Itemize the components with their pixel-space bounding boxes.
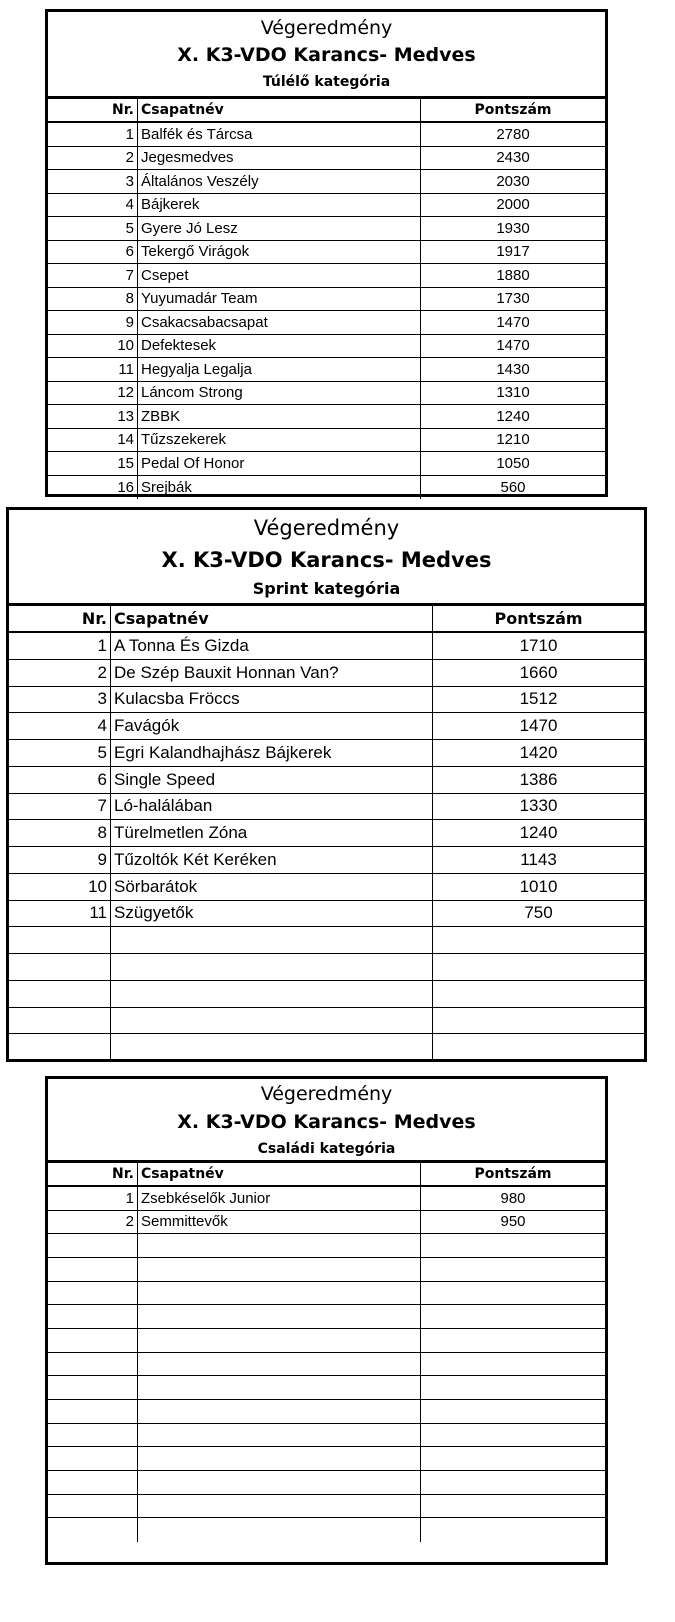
rank-cell xyxy=(48,1495,138,1518)
table-row xyxy=(48,123,605,147)
score-cell xyxy=(421,1447,605,1470)
rank-cell: 3 xyxy=(9,687,111,713)
column-header-nr: Nr. xyxy=(9,606,111,631)
table-body xyxy=(48,1187,605,1542)
team-name-cell: Türelmetlen Zóna xyxy=(111,820,433,846)
team-name-cell: Sörbarátok xyxy=(111,874,433,900)
score-cell: 1930 xyxy=(496,219,530,237)
team-name-cell xyxy=(138,1376,421,1399)
score-cell xyxy=(421,1495,605,1518)
result-title: Végeredmény xyxy=(260,17,393,39)
score-cell: 1710 xyxy=(519,635,558,655)
rank-cell: 2 xyxy=(9,660,111,686)
score-cell xyxy=(421,1353,605,1376)
score-cell xyxy=(433,954,644,980)
team-name-cell xyxy=(138,1495,421,1518)
table-row xyxy=(48,452,605,476)
table-row xyxy=(9,794,644,821)
rank-cell: 5 xyxy=(48,217,138,240)
score-cell: 1420 xyxy=(519,742,558,762)
rank-cell: 6 xyxy=(48,241,138,264)
table-row xyxy=(48,194,605,218)
rank-cell: 2 xyxy=(48,147,138,170)
table-row xyxy=(48,1471,605,1495)
table-row xyxy=(9,660,644,687)
event-title: X. K3-VDO Karancs- Medves xyxy=(161,548,492,572)
team-name-cell xyxy=(138,1329,421,1352)
score-cell: 1470 xyxy=(496,313,530,331)
table-row xyxy=(48,1258,605,1282)
column-header-row xyxy=(48,1163,605,1187)
team-name-cell: Hegyalja Legalja xyxy=(138,358,421,381)
score-cell xyxy=(421,1424,605,1447)
rank-cell: 13 xyxy=(48,405,138,428)
table-row xyxy=(9,981,644,1008)
rank-cell xyxy=(48,1353,138,1376)
score-cell: 1470 xyxy=(496,337,530,355)
result-title: Végeredmény xyxy=(253,516,400,540)
rank-cell: 9 xyxy=(48,311,138,334)
rank-cell xyxy=(9,927,111,953)
rank-cell: 15 xyxy=(48,452,138,475)
table-row xyxy=(9,767,644,794)
rank-cell xyxy=(48,1305,138,1328)
team-name-cell: Kulacsba Fröccs xyxy=(111,687,433,713)
table-row xyxy=(48,147,605,171)
score-cell: 1143 xyxy=(520,849,557,869)
table-row xyxy=(48,1495,605,1519)
score-cell: 2030 xyxy=(496,172,530,190)
column-header-name: Csapatnév xyxy=(138,1163,421,1185)
score-cell: 1010 xyxy=(519,876,558,896)
score-cell xyxy=(433,981,644,1007)
rank-cell xyxy=(48,1329,138,1352)
score-cell xyxy=(421,1234,605,1257)
rank-cell xyxy=(9,1034,111,1061)
score-cell: 560 xyxy=(500,478,526,496)
table-row xyxy=(9,927,644,954)
column-header-points: Pontszám xyxy=(474,1166,552,1182)
results-table-csaladi xyxy=(45,1076,608,1565)
team-name-cell: Gyere Jó Lesz xyxy=(138,217,421,240)
team-name-cell: Általános Veszély xyxy=(138,170,421,193)
table-row xyxy=(48,311,605,335)
rank-cell: 1 xyxy=(9,633,111,659)
team-name-cell: Jegesmedves xyxy=(138,147,421,170)
rank-cell xyxy=(48,1282,138,1305)
result-title: Végeredmény xyxy=(260,1083,393,1105)
rank-cell xyxy=(48,1234,138,1257)
column-header-row xyxy=(9,606,644,633)
score-cell: 1470 xyxy=(519,716,558,736)
table-row xyxy=(48,264,605,288)
results-table-sprint xyxy=(6,507,647,1062)
table-row xyxy=(48,1424,605,1448)
rank-cell: 7 xyxy=(48,264,138,287)
rank-cell: 5 xyxy=(9,740,111,766)
rank-cell xyxy=(48,1376,138,1399)
column-header-name: Csapatnév xyxy=(111,606,433,631)
team-name-cell: Csakacsabacsapat xyxy=(138,311,421,334)
column-header-row xyxy=(48,99,605,123)
team-name-cell: Single Speed xyxy=(111,767,433,793)
rank-cell: 16 xyxy=(48,476,138,500)
table-row xyxy=(9,633,644,660)
table-row xyxy=(48,382,605,406)
rank-cell: 8 xyxy=(48,288,138,311)
team-name-cell: Egri Kalandhajhász Bájkerek xyxy=(111,740,433,766)
rank-cell: 8 xyxy=(9,820,111,846)
team-name-cell xyxy=(138,1353,421,1376)
table-row xyxy=(48,1282,605,1306)
score-cell: 980 xyxy=(500,1189,526,1207)
table-row xyxy=(9,740,644,767)
team-name-cell: Zsebkéselők Junior xyxy=(138,1187,421,1210)
team-name-cell xyxy=(138,1471,421,1494)
table-row xyxy=(9,1034,644,1061)
team-name-cell xyxy=(138,1282,421,1305)
column-header-nr: Nr. xyxy=(48,1163,138,1185)
team-name-cell: Ló-halálában xyxy=(111,794,433,820)
team-name-cell: Szügyetők xyxy=(111,901,433,927)
column-header-points: Pontszám xyxy=(474,102,552,118)
table-row xyxy=(48,1329,605,1353)
score-cell xyxy=(421,1376,605,1399)
table-row xyxy=(9,954,644,981)
table-row xyxy=(9,713,644,740)
team-name-cell: Balfék és Tárcsa xyxy=(138,123,421,146)
rank-cell: 10 xyxy=(9,874,111,900)
table-row xyxy=(48,1447,605,1471)
table-row xyxy=(48,429,605,453)
score-cell xyxy=(421,1400,605,1423)
score-cell xyxy=(421,1258,605,1281)
team-name-cell xyxy=(138,1518,421,1542)
score-cell: 1430 xyxy=(496,360,530,378)
table-row xyxy=(48,1305,605,1329)
table-header xyxy=(48,12,605,99)
score-cell xyxy=(421,1329,605,1352)
column-header-points: Pontszám xyxy=(494,609,583,628)
rank-cell: 6 xyxy=(9,767,111,793)
team-name-cell: Tűzszekerek xyxy=(138,429,421,452)
score-cell xyxy=(421,1471,605,1494)
rank-cell xyxy=(48,1447,138,1470)
table-body xyxy=(48,123,605,499)
team-name-cell: De Szép Bauxit Honnan Van? xyxy=(111,660,433,686)
rank-cell xyxy=(9,981,111,1007)
table-row xyxy=(48,241,605,265)
table-row xyxy=(48,1353,605,1377)
team-name-cell xyxy=(111,981,433,1007)
score-cell: 1240 xyxy=(496,407,530,425)
rank-cell xyxy=(9,954,111,980)
rank-cell: 9 xyxy=(9,847,111,873)
table-header xyxy=(48,1079,605,1163)
rank-cell xyxy=(9,1008,111,1034)
team-name-cell xyxy=(138,1424,421,1447)
table-row xyxy=(48,1211,605,1235)
team-name-cell: Srejbák xyxy=(138,476,421,500)
score-cell: 1512 xyxy=(519,689,558,709)
table-row xyxy=(48,217,605,241)
team-name-cell xyxy=(111,1034,433,1061)
team-name-cell: Tűzoltók Két Keréken xyxy=(111,847,433,873)
table-row xyxy=(48,288,605,312)
table-row xyxy=(48,1376,605,1400)
team-name-cell: A Tonna És Gizda xyxy=(111,633,433,659)
table-row xyxy=(48,335,605,359)
score-cell: 1917 xyxy=(496,243,530,261)
team-name-cell xyxy=(138,1400,421,1423)
team-name-cell: Csepet xyxy=(138,264,421,287)
team-name-cell: Bájkerek xyxy=(138,194,421,217)
score-cell: 1880 xyxy=(496,266,530,284)
score-cell: 1386 xyxy=(519,769,558,789)
table-row xyxy=(48,405,605,429)
score-cell: 1730 xyxy=(496,290,530,308)
rank-cell: 1 xyxy=(48,1187,138,1210)
rank-cell xyxy=(48,1471,138,1494)
category-title: Sprint kategória xyxy=(252,579,401,598)
team-name-cell xyxy=(111,1008,433,1034)
team-name-cell xyxy=(111,927,433,953)
rank-cell: 1 xyxy=(48,123,138,146)
table-row xyxy=(9,901,644,928)
team-name-cell xyxy=(111,954,433,980)
table-row xyxy=(48,1187,605,1211)
rank-cell: 2 xyxy=(48,1211,138,1234)
score-cell: 2430 xyxy=(496,149,530,167)
team-name-cell: Yuyumadár Team xyxy=(138,288,421,311)
score-cell: 950 xyxy=(500,1213,526,1231)
score-cell xyxy=(421,1518,605,1542)
team-name-cell xyxy=(138,1258,421,1281)
score-cell xyxy=(433,1008,644,1034)
rank-cell: 3 xyxy=(48,170,138,193)
score-cell: 1210 xyxy=(496,431,530,449)
rank-cell: 4 xyxy=(48,194,138,217)
table-row xyxy=(48,1400,605,1424)
table-row xyxy=(48,170,605,194)
team-name-cell: ZBBK xyxy=(138,405,421,428)
score-cell: 750 xyxy=(524,903,553,923)
rank-cell: 4 xyxy=(9,713,111,739)
category-title: Túlélő kategória xyxy=(262,74,391,90)
team-name-cell: Defektesek xyxy=(138,335,421,358)
score-cell xyxy=(421,1282,605,1305)
event-title: X. K3-VDO Karancs- Medves xyxy=(177,1111,476,1133)
category-title: Családi kategória xyxy=(257,1141,396,1157)
team-name-cell xyxy=(138,1447,421,1470)
rank-cell xyxy=(48,1424,138,1447)
rank-cell: 11 xyxy=(9,901,111,927)
table-row xyxy=(9,874,644,901)
table-row xyxy=(9,847,644,874)
score-cell: 1050 xyxy=(496,454,530,472)
rank-cell: 11 xyxy=(48,358,138,381)
table-body xyxy=(9,633,644,1061)
rank-cell xyxy=(48,1258,138,1281)
rank-cell xyxy=(48,1518,138,1542)
score-cell: 1330 xyxy=(519,796,558,816)
team-name-cell: Semmittevők xyxy=(138,1211,421,1234)
event-title: X. K3-VDO Karancs- Medves xyxy=(177,44,476,66)
rank-cell: 14 xyxy=(48,429,138,452)
results-table-tulelo xyxy=(45,9,608,497)
table-row xyxy=(9,820,644,847)
score-cell: 1310 xyxy=(496,384,530,402)
column-header-name: Csapatnév xyxy=(138,99,421,121)
rank-cell xyxy=(48,1400,138,1423)
score-cell: 2000 xyxy=(496,196,530,214)
team-name-cell: Favágók xyxy=(111,713,433,739)
score-cell: 1660 xyxy=(519,662,558,682)
table-row xyxy=(9,687,644,714)
rank-cell: 10 xyxy=(48,335,138,358)
team-name-cell xyxy=(138,1305,421,1328)
score-cell xyxy=(421,1305,605,1328)
rank-cell: 12 xyxy=(48,382,138,405)
column-header-nr: Nr. xyxy=(48,99,138,121)
table-row xyxy=(48,476,605,500)
team-name-cell: Láncom Strong xyxy=(138,382,421,405)
score-cell xyxy=(433,927,644,953)
score-cell xyxy=(433,1034,644,1061)
rank-cell: 7 xyxy=(9,794,111,820)
table-row xyxy=(48,1518,605,1542)
table-row xyxy=(9,1008,644,1035)
team-name-cell xyxy=(138,1234,421,1257)
team-name-cell: Tekergő Virágok xyxy=(138,241,421,264)
table-row xyxy=(48,358,605,382)
score-cell: 1240 xyxy=(519,823,558,843)
score-cell: 2780 xyxy=(496,125,530,143)
table-header xyxy=(9,510,644,606)
table-row xyxy=(48,1234,605,1258)
team-name-cell: Pedal Of Honor xyxy=(138,452,421,475)
